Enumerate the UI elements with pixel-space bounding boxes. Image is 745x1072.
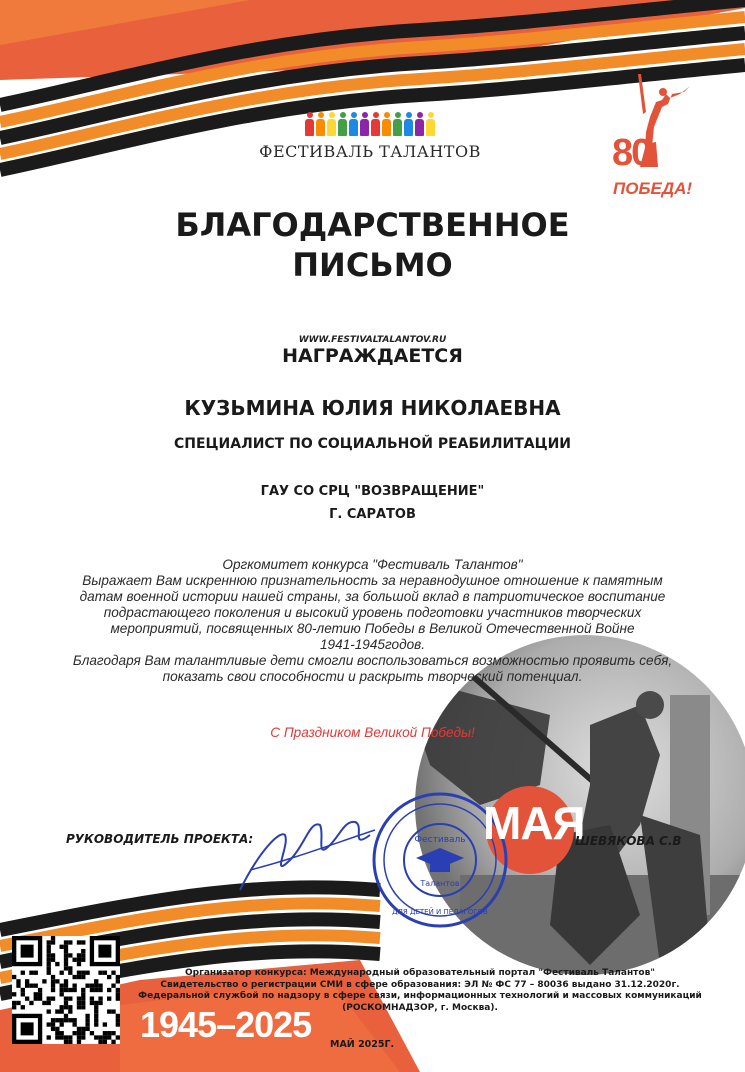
body-line-3: датам военной истории нашей страны, за большой вклад в патриотическое воспитание: [79, 589, 666, 604]
person-icon: [426, 112, 435, 136]
person-icon: [393, 112, 402, 136]
body-line-7: Благодаря Вам талантливые дети смогли воспользоваться возможностью проявить себя,: [72, 653, 673, 668]
logo-people-icons: [255, 112, 485, 136]
body-text: [40, 557, 705, 685]
qr-code[interactable]: [12, 936, 120, 1044]
body-line-8: показать свои способности и раскрыть творческий потенциал.: [162, 669, 583, 684]
footer-line-3: Федеральной службой по надзору в сфере связи, информационных технологий и массовых коммуникаций: [138, 991, 702, 1001]
person-icon: [415, 112, 424, 136]
body-line-1: Оргкомитет конкурса "Фестиваль Талантов": [222, 557, 523, 572]
awarded-label: НАГРАЖДАЕТСЯ: [282, 345, 463, 367]
person-icon: [327, 112, 336, 136]
stamp-bottom-text: ДЛЯ ДЕТЕЙ И ПЕДАГОГОВ: [392, 908, 488, 916]
victory-80-number: 80: [612, 132, 651, 174]
person-icon: [404, 112, 413, 136]
festival-logo: [255, 112, 485, 161]
person-icon: [371, 112, 380, 136]
may-word: МАЯ: [483, 797, 585, 849]
page-title: [0, 205, 745, 285]
person-icon: [382, 112, 391, 136]
person-icon: [338, 112, 347, 136]
body-line-2: Выражает Вам искреннюю признательность за неравнодушное отношение к памятным: [82, 573, 663, 588]
site-url: WWW.FESTIVALTALANTOV.RU: [298, 335, 447, 345]
leader-name: ШЕВЯКОВА С.В: [575, 834, 682, 848]
greeting-text: С Праздником Великой Победы!: [270, 725, 475, 740]
person-icon: [349, 112, 358, 136]
signature-label: РУКОВОДИТЕЛЬ ПРОЕКТА:: [66, 832, 254, 846]
person-icon: [305, 112, 314, 136]
footer-line-2: Свидетельство о регистрации СМИ в сфере образования: ЭЛ № ФС 77 – 80036 выдано 31.12.2020г.: [160, 979, 680, 990]
stamp-center-line2: Талантов: [420, 879, 460, 888]
title-line-1: БЛАГОДАРСТВЕННОЕ: [175, 206, 570, 244]
person-icon: [316, 112, 325, 136]
body-line-5: мероприятий, посвященных 80-летию Победы в Великой Отечественной Войне: [110, 621, 635, 636]
person-icon: [360, 112, 369, 136]
recipient-name: КУЗЬМИНА ЮЛИЯ НИКОЛАЕВНА: [184, 396, 561, 420]
years-range: 1945–2025: [140, 1004, 312, 1045]
body-line-4: подрастающего поколения и высокий уровень подготовки участников творческих: [103, 605, 642, 620]
issue-date: МАЙ 2025Г.: [330, 1039, 395, 1050]
logo-text: ФЕСТИВАЛЬ ТАЛАНТОВ: [259, 142, 481, 161]
recipient-organization: ГАУ СО СРЦ "ВОЗВРАЩЕНИЕ": [260, 484, 485, 499]
victory-word: ПОБЕДА!: [613, 179, 693, 198]
stamp-center-line1: Фестиваль: [414, 835, 466, 845]
title-line-2: ПИСЬМО: [292, 246, 453, 284]
footer-line-4: (РОСКОМНАДЗОР, г. Москва).: [342, 1002, 498, 1013]
handwritten-signature: [230, 790, 380, 900]
recipient-position: СПЕЦИАЛИСТ ПО СОЦИАЛЬНОЙ РЕАБИЛИТАЦИИ: [173, 436, 572, 452]
body-line-6: 1941-1945годов.: [319, 637, 426, 652]
recipient-city: Г. САРАТОВ: [329, 507, 416, 522]
footer-line-1: Организатор конкурса: Международный образовательный портал "Фестиваль Талантов": [185, 968, 655, 978]
